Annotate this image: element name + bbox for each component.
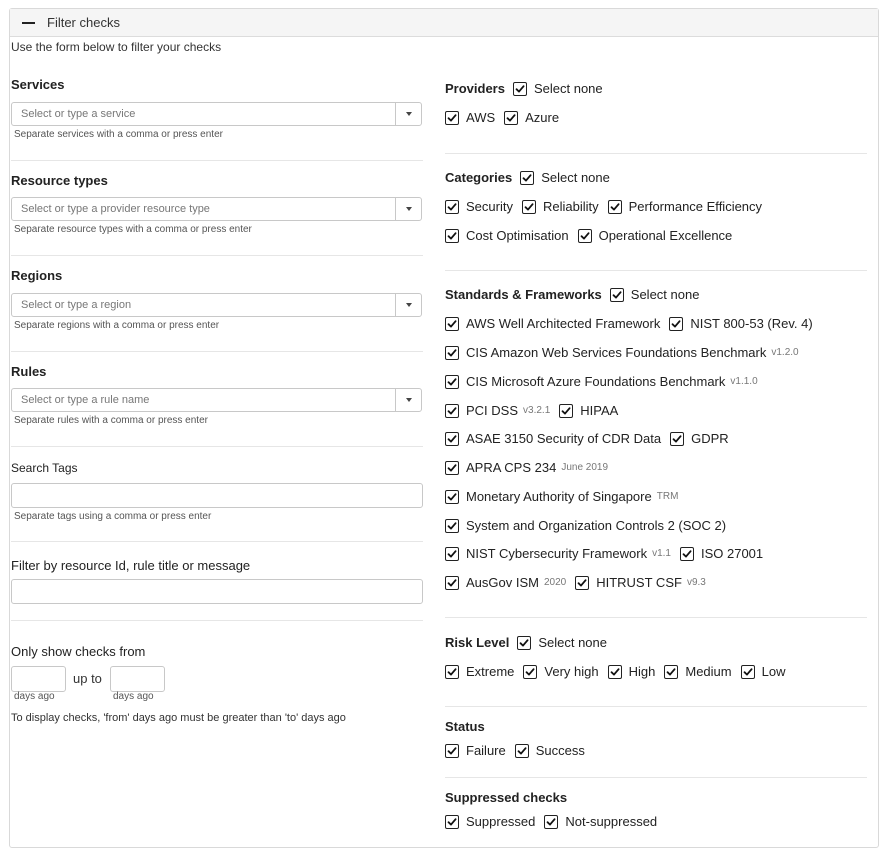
category-reliability-checkbox[interactable] (522, 199, 599, 214)
standard-checkbox[interactable] (445, 431, 661, 446)
checkbox-checked-icon (608, 665, 622, 679)
standard-checkbox[interactable] (445, 374, 758, 389)
risk-extreme-checkbox[interactable] (445, 664, 514, 679)
checkbox-checked-icon (680, 547, 694, 561)
checkbox-checked-icon (445, 200, 459, 214)
category-label: Cost Optimisation (466, 228, 569, 243)
rules-label: Rules (11, 364, 47, 379)
standard-label: ASAE 3150 Security of CDR Data (466, 431, 662, 446)
checkbox-checked-icon (610, 288, 624, 302)
chevron-down-icon (406, 398, 412, 402)
standards-row (445, 374, 767, 389)
checkbox-checked-icon (578, 229, 592, 243)
category-label: Performance Efficiency (628, 199, 763, 214)
standards-header (445, 287, 708, 302)
checkbox-checked-icon (445, 547, 459, 561)
regions-label: Regions (11, 268, 63, 283)
divider (11, 620, 423, 621)
standard-label: NIST 800-53 (Rev. 4) (690, 316, 813, 331)
standard-version: TRM (656, 491, 679, 502)
standard-checkbox[interactable] (445, 460, 608, 475)
checkbox-checked-icon (504, 111, 518, 125)
checkbox-checked-icon (520, 171, 534, 185)
standard-version: 2020 (543, 577, 567, 588)
regions-placeholder: Select or type a region (21, 299, 132, 311)
category-security-checkbox[interactable] (445, 199, 513, 214)
checkbox-checked-icon (522, 200, 536, 214)
standard-version: June 2019 (561, 462, 609, 473)
standard-checkbox[interactable] (670, 431, 729, 446)
services-placeholder: Select or type a service (21, 108, 136, 120)
categories-row-1 (445, 199, 771, 214)
standard-label: AWS Well Architected Framework (466, 316, 661, 331)
categories-title: Categories (445, 170, 513, 185)
standard-label: Monetary Authority of Singapore (466, 489, 652, 504)
suppressed-label: Suppressed (466, 814, 536, 829)
risk-select-none-checkbox[interactable] (517, 635, 607, 650)
providers-header (445, 81, 612, 96)
standard-label: HIPAA (580, 403, 619, 418)
checkbox-checked-icon (445, 229, 459, 243)
risk-high-checkbox[interactable] (608, 664, 656, 679)
standard-version: v1.1 (652, 548, 671, 559)
standard-label: AusGov ISM (466, 575, 539, 590)
standards-row (445, 431, 738, 446)
filter-text-input[interactable] (11, 579, 423, 604)
risk-low-checkbox[interactable] (741, 664, 786, 679)
standards-row (445, 345, 808, 360)
categories-select-none-label: Select none (541, 170, 610, 185)
standards-row (445, 403, 627, 418)
standards-select-none-label: Select none (630, 287, 700, 302)
divider (11, 446, 423, 447)
standard-checkbox[interactable] (445, 345, 799, 360)
suppressed-checkbox[interactable] (445, 814, 535, 829)
regions-help: Separate regions with a comma or press enter (14, 320, 220, 331)
from-days-input[interactable] (11, 666, 66, 692)
checkbox-checked-icon (670, 432, 684, 446)
standard-version: v1.1.0 (730, 376, 758, 387)
standard-checkbox[interactable] (445, 518, 726, 533)
status-title: Status (445, 719, 485, 734)
divider (445, 777, 867, 778)
checkbox-checked-icon (515, 744, 529, 758)
standard-checkbox[interactable] (445, 316, 660, 331)
resource-types-placeholder: Select or type a provider resource type (21, 203, 210, 215)
divider (445, 270, 867, 271)
category-operational-checkbox[interactable] (578, 228, 733, 243)
rules-dropdown-button[interactable] (395, 389, 421, 411)
standard-label: System and Organization Controls 2 (SOC 2) (466, 518, 727, 533)
standard-checkbox[interactable] (445, 575, 566, 590)
standard-checkbox[interactable] (669, 316, 812, 331)
date-range-note: To display checks, 'from' days ago must be greater than 'to' days ago (11, 712, 346, 724)
standard-label: PCI DSS (466, 403, 519, 418)
filter-text-label: Filter by resource Id, rule title or message (11, 558, 251, 573)
standard-label: NIST Cybersecurity Framework (466, 546, 648, 561)
up-to-label: up to (73, 671, 102, 686)
risk-label: Low (761, 664, 786, 679)
to-days-unit: days ago (113, 691, 154, 702)
search-tags-label: Search Tags (11, 461, 78, 475)
suppressed-label: Not-suppressed (565, 814, 658, 829)
provider-aws-checkbox[interactable] (445, 110, 495, 125)
provider-label: Azure (525, 110, 560, 125)
regions-dropdown-button[interactable] (395, 294, 421, 316)
risk-medium-checkbox[interactable] (664, 664, 731, 679)
panel-header-toggle[interactable] (10, 9, 878, 37)
divider (445, 706, 867, 707)
checkbox-checked-icon (741, 665, 755, 679)
providers-title: Providers (445, 81, 505, 96)
risk-level-options (445, 664, 794, 679)
category-label: Security (466, 199, 513, 214)
divider (445, 617, 867, 618)
status-header (445, 719, 493, 734)
resource-types-dropdown-button[interactable] (395, 198, 421, 220)
checkbox-checked-icon (445, 490, 459, 504)
standard-checkbox[interactable] (445, 546, 671, 561)
checkbox-checked-icon (517, 636, 531, 650)
services-label: Services (11, 77, 65, 92)
checkbox-checked-icon (445, 432, 459, 446)
standard-label: CIS Amazon Web Services Foundations Benchmark (466, 345, 767, 360)
status-success-checkbox[interactable] (515, 743, 585, 758)
standard-checkbox[interactable] (575, 575, 706, 590)
standard-checkbox[interactable] (445, 489, 678, 504)
chevron-down-icon (406, 207, 412, 211)
rules-placeholder: Select or type a rule name (21, 394, 150, 406)
standard-label: APRA CPS 234 (466, 460, 557, 475)
category-label: Operational Excellence (598, 228, 733, 243)
suppressed-title: Suppressed checks (445, 790, 568, 805)
standard-label: ISO 27001 (700, 546, 764, 561)
intro-text: Use the form below to filter your checks (11, 40, 222, 54)
standard-checkbox[interactable] (445, 403, 550, 418)
collapse-minus-icon[interactable] (22, 22, 35, 24)
standard-version: v3.2.1 (523, 405, 551, 416)
standard-checkbox[interactable] (559, 403, 618, 418)
checkbox-checked-icon (445, 744, 459, 758)
checkbox-checked-icon (608, 200, 622, 214)
checkbox-checked-icon (445, 519, 459, 533)
checkbox-checked-icon (445, 461, 459, 475)
standards-row (445, 489, 687, 504)
chevron-down-icon (406, 112, 412, 116)
risk-label: Medium (685, 664, 732, 679)
standard-checkbox[interactable] (680, 546, 763, 561)
checkbox-checked-icon (445, 317, 459, 331)
status-options (445, 743, 594, 758)
resource-types-select[interactable] (11, 197, 422, 221)
divider (11, 351, 423, 352)
category-cost-checkbox[interactable] (445, 228, 569, 243)
risk-level-header (445, 635, 616, 650)
rules-select[interactable] (11, 388, 422, 412)
services-dropdown-button[interactable] (395, 103, 421, 125)
standard-label: GDPR (691, 431, 729, 446)
checkbox-checked-icon (664, 665, 678, 679)
standards-select-none-checkbox[interactable] (610, 287, 700, 302)
checkbox-checked-icon (544, 815, 558, 829)
checkbox-checked-icon (445, 404, 459, 418)
search-tags-help: Separate tags using a comma or press enter (14, 511, 212, 522)
standards-row (445, 316, 822, 331)
checkbox-checked-icon (445, 576, 459, 590)
to-days-input[interactable] (110, 666, 165, 692)
categories-header (445, 170, 619, 185)
categories-select-none-checkbox[interactable] (520, 170, 610, 185)
category-performance-checkbox[interactable] (608, 199, 762, 214)
standard-label: CIS Microsoft Azure Foundations Benchmark (466, 374, 726, 389)
checkbox-checked-icon (445, 375, 459, 389)
risk-select-none-label: Select none (538, 635, 607, 650)
standard-version: v1.2.0 (771, 347, 799, 358)
status-label: Failure (466, 743, 506, 758)
date-range-label: Only show checks from (11, 644, 146, 659)
services-help: Separate services with a comma or press enter (14, 129, 223, 140)
standard-version: v9.3 (686, 577, 706, 588)
provider-label: AWS (466, 110, 496, 125)
providers-select-none-label: Select none (533, 81, 603, 96)
standards-row (445, 518, 735, 533)
standards-row (445, 460, 617, 475)
chevron-down-icon (406, 303, 412, 307)
services-select[interactable] (11, 102, 422, 126)
provider-azure-checkbox[interactable] (504, 110, 559, 125)
standard-label: HITRUST CSF (596, 575, 682, 590)
risk-label: Very high (544, 664, 599, 679)
checkbox-checked-icon (559, 404, 573, 418)
risk-label: Extreme (466, 664, 515, 679)
from-days-unit: days ago (14, 691, 55, 702)
divider (445, 153, 867, 154)
checkbox-checked-icon (669, 317, 683, 331)
panel-title: Filter checks (47, 15, 120, 30)
checkbox-checked-icon (445, 346, 459, 360)
checkbox-checked-icon (445, 665, 459, 679)
suppressed-options (445, 814, 666, 829)
search-tags-input[interactable] (11, 483, 423, 508)
category-label: Reliability (542, 199, 599, 214)
divider (11, 160, 423, 161)
standards-row (445, 546, 772, 561)
providers-options (445, 110, 568, 125)
standards-title: Standards & Frameworks (445, 287, 602, 302)
rules-help: Separate rules with a comma or press enter (14, 415, 208, 426)
risk-level-title: Risk Level (445, 635, 510, 650)
not-suppressed-checkbox[interactable] (544, 814, 657, 829)
standards-row (445, 575, 715, 590)
status-label: Success (535, 743, 585, 758)
resource-types-help: Separate resource types with a comma or press enter (14, 224, 252, 235)
checkbox-checked-icon (523, 665, 537, 679)
risk-label: High (628, 664, 656, 679)
checkbox-checked-icon (445, 815, 459, 829)
checkbox-checked-icon (513, 82, 527, 96)
checkbox-checked-icon (575, 576, 589, 590)
suppressed-header (445, 790, 575, 805)
checkbox-checked-icon (445, 111, 459, 125)
providers-select-none-checkbox[interactable] (513, 81, 603, 96)
categories-row-2 (445, 228, 741, 243)
divider (11, 255, 423, 256)
status-failure-checkbox[interactable] (445, 743, 506, 758)
resource-types-label: Resource types (11, 173, 108, 188)
risk-very-high-checkbox[interactable] (523, 664, 598, 679)
regions-select[interactable] (11, 293, 422, 317)
divider (11, 541, 423, 542)
